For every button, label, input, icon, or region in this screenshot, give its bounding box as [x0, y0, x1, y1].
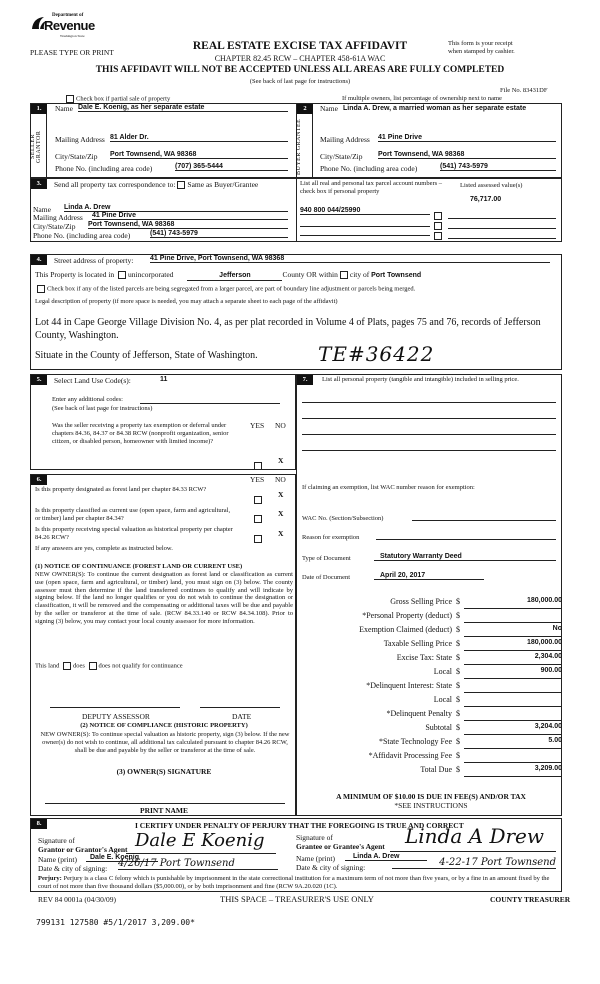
delinquent-interest-state[interactable] [464, 681, 562, 693]
logo-dept: Department of [52, 13, 84, 18]
sec6-yes-header: YES [250, 475, 265, 484]
buyer-name-field[interactable]: Linda A. Drew, a married woman as her separate estate [343, 105, 527, 112]
section-5-number: 5. [31, 375, 47, 385]
grantor-name-label: Name (print) [38, 855, 77, 864]
grantor-date-label: Date & city of signing: [38, 864, 108, 873]
assessor-date-line[interactable] [200, 705, 280, 708]
owner-signature-label: (3) OWNER(S) SIGNATURE [116, 767, 212, 776]
minimum-fee-note: A MINIMUM OF $10.00 IS DUE IN FEE(S) AND/OR TAX [336, 792, 526, 801]
additional-codes-note: (See back of last page for instructions) [52, 405, 153, 412]
parcel-line-2[interactable] [300, 218, 430, 227]
land-use-code[interactable]: 11 [160, 376, 168, 383]
document-type-label: Type of Document [302, 555, 351, 562]
personal-property-label: List all personal property (tangible and intangible) included in selling price. [322, 376, 519, 383]
street-label: Street address of property: [54, 256, 134, 265]
historic-no-mark[interactable]: X [278, 529, 284, 538]
buyer-name-label: Name [320, 104, 338, 113]
segregated-parcel: Check box if any of the listed parcels are being segregated from a larger parcel, are part of boundary line adjustment or parcels being merged. [35, 285, 415, 293]
seller-name-label: Name [55, 104, 73, 113]
total-due[interactable]: 3,209.00 [464, 765, 562, 777]
historic-yes-checkbox[interactable] [252, 530, 264, 548]
city-checkbox[interactable] [340, 271, 348, 279]
notice-continuance-title: (1) NOTICE OF CONTINUANCE (FOREST LAND OR CURRENT USE) [35, 563, 243, 570]
situate-text: Situate in the County of Jefferson, State of Washington. [35, 350, 258, 361]
grantee-signature-line[interactable] [390, 850, 556, 852]
fee-row-exemption: Exemption Claimed (deduct) $ No [300, 625, 562, 639]
grantee-date-label: Date & city of signing: [296, 863, 366, 872]
notice-compliance-title: (2) NOTICE OF COMPLIANCE (HISTORIC PROPERTY) [80, 722, 248, 729]
handwritten-te-number: TE#36422 [318, 342, 435, 366]
excise-tax-local[interactable]: 900.00 [464, 667, 562, 679]
fee-row-technology: *State Technology Fee $ 5.00 [300, 737, 562, 751]
state-technology-fee[interactable]: 5.00 [464, 737, 562, 749]
sec3-name-field[interactable]: Linda A. Drew [64, 204, 288, 212]
notice-compliance-body: NEW OWNER(S): To continue special valuation as historic property, sign (3) below. If the new owner(s) do not wish to continue, all additional tax calculated pursuant to chapter 84.26 RCW, shall be due and payable by the seller or transferor at the time of sale. [40, 731, 290, 754]
taxable-selling-price[interactable]: 180,000.00 [464, 639, 562, 651]
logo-state: Washington State [60, 34, 85, 38]
segregated-checkbox[interactable] [37, 285, 45, 293]
buyer-phone-label: Phone No. (including area code) [320, 164, 418, 173]
fee-row-taxable: Taxable Selling Price $ 180,000.00 [300, 639, 562, 653]
document-date-label: Date of Document [302, 574, 351, 581]
personal-property-deduct[interactable] [464, 611, 562, 623]
does-not-checkbox[interactable] [89, 662, 97, 670]
grantee-name-field[interactable]: Linda A. Drew [345, 853, 427, 861]
same-as-buyer-checkbox[interactable] [177, 181, 185, 189]
grantor-name-field[interactable]: Dale E. Koenig [86, 854, 158, 862]
forest-yes-checkbox[interactable] [252, 491, 264, 509]
current-use-question: Is this property classified as current use (open space, farm and agricultural, or timber) land per chapter 84.34? [35, 507, 231, 522]
seller-phone-label: Phone No. (including area code) [55, 164, 153, 173]
sec3-city-field[interactable]: Port Townsend, WA 98368 [88, 221, 288, 229]
parcel-number-field[interactable]: 940 800 044/25990 [300, 207, 430, 215]
section-7-number: 7. [297, 375, 313, 385]
form-chapter: CHAPTER 82.45 RCW – CHAPTER 458-61A WAC [214, 54, 386, 63]
seller-mail-field[interactable]: 81 Alder Dr. [110, 134, 288, 142]
buyer-mail-label: Mailing Address [320, 135, 370, 144]
forest-no-mark[interactable]: X [278, 490, 284, 499]
grantor-signature-label-2: Grantor or Grantor's Agent [38, 845, 128, 854]
parcel-checkbox-3[interactable] [432, 227, 444, 245]
owner-signature-line[interactable] [45, 801, 285, 804]
see-instructions: *SEE INSTRUCTIONS [394, 801, 468, 810]
sec3-city-label: City/State/Zip [33, 222, 76, 231]
assessed-value-label: Listed assessed value(s) [460, 182, 523, 189]
fee-row-interest-local: Local $ [300, 695, 562, 709]
legal-description[interactable]: Lot 44 in Cape George Village Division No. 4, as per plat recorded in Volume 4 of Plats, pages 75 and 76, records of Jefferson County, Washington. [35, 317, 541, 341]
seller-phone-field[interactable]: (707) 365-5444 [175, 163, 288, 171]
buyer-city-field[interactable]: Port Townsend, WA 98368 [378, 151, 556, 159]
wac-number-field[interactable] [412, 513, 556, 521]
notice-continuance-body: NEW OWNER(S): To continue the current designation as forest land or classification as current use (open space, farm and agricultural, or timber) land, you must sign on (3) below. The county assessor must then determine if the land transferred continues to qualify and will indicate by signing below. If the land no longer qualifies or you do not wish to continue the designation or classification, it will be removed and the compensating or additional taxes will be due and payable by the seller or transferor at the time of sale. (RCW 84.33.140 or RCW 84.34.108). Prior to signing (3) below, you may contact your local county assessor for more information. [35, 571, 293, 625]
subtotal[interactable]: 3,204.00 [464, 723, 562, 735]
county-treasurer-label: COUNTY TREASURER [490, 895, 571, 904]
delinquent-penalty[interactable] [464, 709, 562, 721]
seller-grantor-label: SELLER GRANTOR [30, 130, 42, 164]
section-4-number: 4. [31, 255, 47, 265]
fee-row-subtotal: Subtotal $ 3,204.00 [300, 723, 562, 737]
assessed-line-2[interactable] [448, 220, 556, 229]
receipt-note-1: This form is your receipt [448, 40, 513, 47]
assessor-date-label: DATE [232, 712, 252, 721]
section-3-number: 3. [31, 179, 47, 189]
personal-property-line-3[interactable] [302, 432, 556, 435]
sec5-yes-checkbox[interactable] [252, 457, 264, 475]
continuance-line: This land does does not qualify for continuance [35, 662, 183, 670]
assessed-value[interactable]: 76,717.00 [470, 196, 502, 203]
seller-name-field[interactable]: Dale E. Koenig, as her separate estate [78, 104, 288, 112]
sec5-no-header: NO [275, 421, 286, 430]
excise-tax-state[interactable]: 2,304.00 [464, 653, 562, 665]
form-revision: REV 84 0001a (04/30/09) [38, 895, 116, 904]
city-field[interactable]: Port Townsend [371, 272, 422, 279]
buyer-mail-field[interactable]: 41 Pine Drive [378, 134, 556, 142]
buyer-grantee-label: BUYER GRANTEE [296, 118, 302, 176]
land-use-label: Select Land Use Code(s): [54, 376, 131, 385]
grantor-date-city[interactable]: 4/26/17 Port Townsend [118, 858, 278, 870]
fee-row-excise-state: Excise Tax: State $ 2,304.00 [300, 653, 562, 667]
section-1-number: 1. [31, 104, 47, 114]
exemption-wac-label: If claiming an exemption, list WAC number reason for exemption: [302, 484, 475, 491]
fee-row-interest-state: *Delinquent Interest: State $ [300, 681, 562, 695]
sec5-no-mark[interactable]: X [278, 456, 284, 465]
treasurer-use-label: THIS SPACE – TREASURER'S USE ONLY [220, 894, 374, 904]
buyer-city-label: City/State/Zip [320, 152, 363, 161]
current-use-yes-checkbox[interactable] [252, 510, 264, 528]
grantee-date-city[interactable]: 4-22-17 Port Townsend [392, 857, 556, 869]
exemption-claimed[interactable]: No [464, 625, 562, 637]
current-use-no-mark[interactable]: X [278, 509, 284, 518]
gross-selling-price[interactable]: 180,000.00 [464, 597, 562, 609]
buyer-phone-field[interactable]: (541) 743-5979 [440, 163, 556, 171]
sec3-phone-field[interactable]: (541) 743-5979 [150, 230, 288, 238]
location-line: This Property is located in unincorporated Jefferson County OR within city of Port Townsend [35, 270, 421, 281]
receipt-note-2: when stamped by cashier. [448, 48, 515, 55]
partial-sale: Check box if partial sale of property [64, 95, 170, 103]
delinquent-interest-local[interactable] [464, 695, 562, 707]
sec3-name-label: Name [33, 205, 51, 214]
personal-property-line-4[interactable] [302, 448, 556, 451]
form-warning: THIS AFFIDAVIT WILL NOT BE ACCEPTED UNLESS ALL AREAS ARE FULLY COMPLETED [95, 65, 505, 75]
fee-row-total: Total Due $ 3,209.00 [300, 765, 562, 779]
form-title: REAL ESTATE EXCISE TAX AFFIDAVIT [192, 40, 408, 52]
fee-row-processing: *Affidavit Processing Fee $ [300, 751, 562, 765]
street-field[interactable]: 41 Pine Drive, Port Townsend, WA 98368 [150, 255, 550, 263]
file-number: File No. 83431DF [500, 87, 548, 94]
section-8-number: 8. [31, 819, 47, 829]
fee-row-gross: Gross Selling Price $ 180,000.00 [300, 597, 562, 611]
grantee-signature-label-2: Grantee or Grantee's Agent [296, 842, 385, 851]
forest-land-question: Is this property designated as forest land per chapter 84.33 RCW? [35, 486, 207, 493]
additional-codes-label: Enter any additional codes: [52, 396, 123, 403]
treasurer-stamp: 799131 127580 #5/1/2017 3,209.00* [36, 918, 195, 927]
see-back: (See back of last page for instructions) [249, 78, 351, 85]
county-field[interactable]: Jefferson [187, 272, 282, 281]
send-correspondence: Send all property tax correspondence to: Same as Buyer/Grantee [54, 180, 259, 189]
seller-city-field[interactable]: Port Townsend, WA 98368 [110, 151, 288, 159]
historic-question: Is this property receiving special valuation as historical property per chapter 84.26 RCW? [35, 526, 233, 541]
sec6-no-header: NO [275, 475, 286, 484]
exemption-reason-field[interactable] [376, 532, 556, 540]
sec3-mail-field[interactable]: 41 Pine Drive [92, 212, 288, 220]
affidavit-processing-fee[interactable] [464, 751, 562, 763]
section-6-number: 6. [31, 475, 47, 485]
grantee-name-label: Name (print) [296, 854, 335, 863]
logo-name: Revenue [44, 18, 95, 33]
exemption-reason-label: Reason for exemption [302, 534, 360, 541]
personal-property-line-2[interactable] [302, 416, 556, 419]
sec3-phone-label: Phone No. (including area code) [33, 231, 131, 240]
deputy-assessor-label: DEPUTY ASSESSOR [82, 712, 150, 721]
perjury-notice: Perjury: Perjury is a class C felony which is punishable by imprisonment in the state correctional institution for a maximum term of not more than five years, or by a fine in an amount fixed by the court of not more than five thousand dollars ($5,000.00), or by both imprisonment and fine (RCW 9A.20.020 (1C). [38, 875, 550, 890]
yes-note: If any answers are yes, complete as instructed below. [35, 545, 173, 552]
fee-row-personal: *Personal Property (deduct) $ [300, 611, 562, 625]
legal-description-label: Legal description of property (if more space is needed, you may attach a separate sheet to each page of the affidavit) [35, 298, 338, 305]
sec5-yes-header: YES [250, 421, 265, 430]
assessor-signature-line[interactable] [50, 705, 180, 708]
partial-sale-checkbox[interactable] [66, 95, 74, 103]
seller-city-label: City/State/Zip [55, 152, 98, 161]
print-name-label: PRINT NAME [140, 806, 188, 815]
fee-row-penalty: *Delinquent Penalty $ [300, 709, 562, 723]
section-2-number: 2 [297, 104, 313, 114]
document-type-field[interactable]: Statutory Warranty Deed [374, 553, 556, 561]
parcel-line-3[interactable] [300, 227, 430, 236]
multi-owner-note: If multiple owners, list percentage of ownership next to name [342, 95, 502, 102]
does-checkbox[interactable] [63, 662, 71, 670]
wac-number-label: WAC No. (Section/Subsection) [302, 515, 384, 522]
personal-property-line-1[interactable] [302, 400, 556, 403]
exemption-question: Was the seller receiving a property tax exemption or deferral under chapters 84.36, 84.37 or 84.38 RCW (nonprofit organization, senior citizen, or disabled person, homeowner with limited income)? [52, 422, 229, 445]
unincorporated-checkbox[interactable] [118, 271, 126, 279]
parcel-list-label: List all real and personal tax parcel account numbers – check box if personal property [300, 180, 443, 195]
fee-row-excise-local: Local $ 900.00 [300, 667, 562, 681]
document-date-field[interactable]: April 20, 2017 [374, 572, 484, 580]
grantor-signature: Dale E Koenig [135, 830, 265, 851]
assessed-line-3[interactable] [448, 230, 556, 239]
grantee-signature: Linda A Drew [405, 824, 544, 848]
assessed-line-1[interactable] [448, 210, 556, 219]
grantor-signature-label-1: Signature of [38, 836, 75, 845]
seller-mail-label: Mailing Address [55, 135, 105, 144]
additional-codes-field[interactable] [140, 396, 280, 404]
sec3-mail-label: Mailing Address [33, 213, 83, 222]
revenue-logo [30, 13, 95, 43]
perjury-certification: I CERTIFY UNDER PENALTY OF PERJURY THAT THE FOREGOING IS TRUE AND CORRECT [135, 821, 464, 830]
please-type: PLEASE TYPE OR PRINT [30, 48, 114, 57]
grantee-signature-label-1: Signature of [296, 833, 333, 842]
